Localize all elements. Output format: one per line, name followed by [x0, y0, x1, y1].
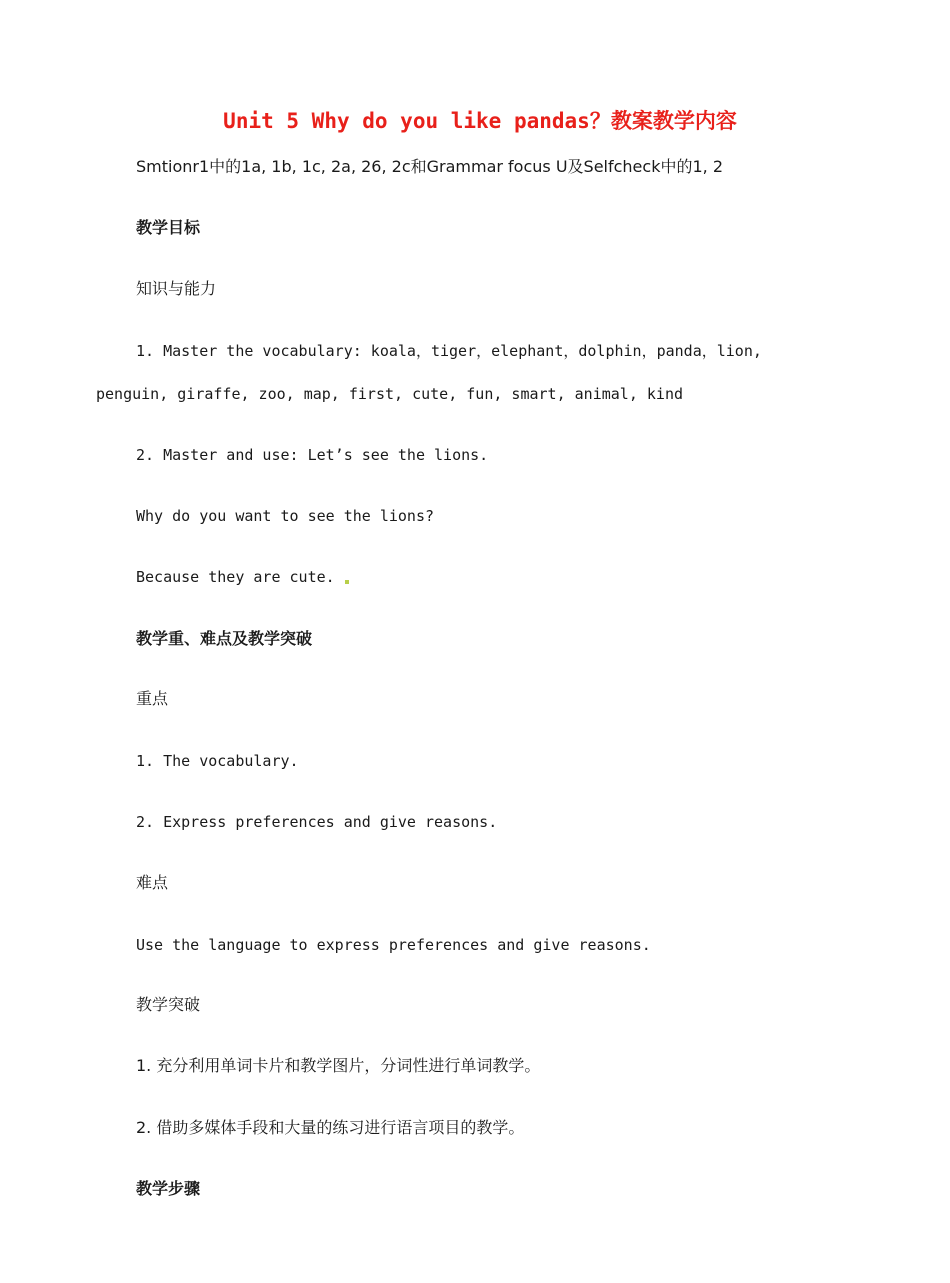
- scope-line: Smtionr1中的1a, 1b, 1c, 2a, 26, 2c和Grammar focus U及Selfcheck中的1, 2: [136, 157, 723, 176]
- goal-2-answer: Because they are cute.: [136, 568, 335, 586]
- goal-2-answer-row: [136, 567, 349, 587]
- key-points-label: 重点: [136, 689, 169, 708]
- goal-1-line2: penguin, giraffe, zoo, map, first, cute, fun, smart, animal, kind: [96, 385, 683, 403]
- steps-heading: 教学步骤: [136, 1179, 201, 1198]
- key-heading: 教学重、难点及教学突破: [136, 629, 313, 648]
- document-title: Unit 5 Why do you like pandas？教案教学内容: [223, 109, 737, 133]
- breakthrough-2: 2. 借助多媒体手段和大量的练习进行语言项目的教学。: [136, 1118, 525, 1137]
- key-point-2: 2. Express preferences and give reasons.: [136, 813, 498, 831]
- goal-2-question: Why do you want to see the lions?: [136, 507, 435, 525]
- difficult-label: 难点: [136, 873, 169, 892]
- breakthrough-label: 教学突破: [136, 995, 201, 1014]
- breakthrough-1: 1. 充分利用单词卡片和教学图片，分词性进行单词教学。: [136, 1056, 541, 1075]
- green-mark-icon: [345, 580, 349, 584]
- goal-2: 2. Master and use: Let’s see the lions.: [136, 446, 489, 464]
- goals-heading: 教学目标: [136, 218, 201, 237]
- key-point-1: 1. The vocabulary.: [136, 752, 299, 770]
- knowledge-heading: 知识与能力: [136, 279, 217, 298]
- goal-1-line1: 1. Master the vocabulary: koala，tiger，elephant，dolphin，panda，lion,: [136, 342, 762, 360]
- difficult-point-1: Use the language to express preferences and give reasons.: [136, 936, 651, 954]
